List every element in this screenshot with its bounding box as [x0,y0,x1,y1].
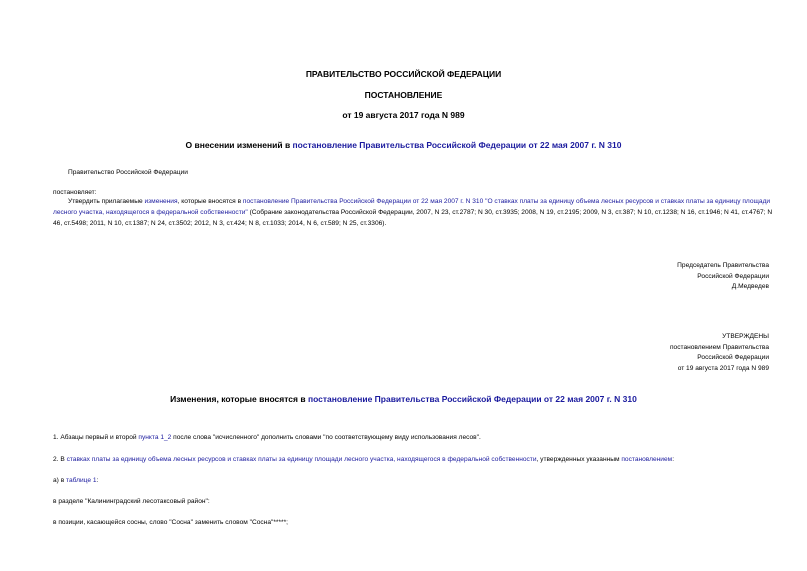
item-1-text-a: 1. Абзацы первый и второй [53,434,139,441]
p1-link-decree[interactable]: постановление Правительства Российской Федерации от 22 мая 2007 г. N 310 "О ставках платы за единицу объема лесных ресурсов и ставках платы за единицу площади лесного участка, находящегося в федеральной собственности" [53,198,771,216]
title-prefix: О внесении изменений в [185,140,293,150]
item-2-link-rates[interactable]: ставках платы за единицу объема лесных ресурсов и ставках платы за единицу площади лесного участка, находящегося в федеральной собственности [66,456,537,463]
p1-link-changes[interactable]: изменения [144,198,178,205]
government-heading: ПРАВИТЕЛЬСТВО РОССИЙСКОЙ ФЕДЕРАЦИИ [305,69,502,79]
document-title [0,140,807,150]
item-1-text-b: после слова "исчисленного" дополнить словами "по соответствующему виду использования лесов". [171,434,481,441]
item-a [53,477,98,484]
item-2-link-decree[interactable]: постановлением [621,456,673,463]
item-a-text-a: а) в [53,477,67,484]
item-1 [53,434,481,441]
signature-org: Российской Федерации [697,273,769,280]
item-section: в разделе "Калининградский лесотаксовый район": [53,498,210,505]
item-a-text-b: : [96,477,99,484]
changes-title [0,394,807,404]
item-2-text-c: : [672,456,675,463]
approved-org: Российской Федерации [697,354,769,361]
changes-title-prefix: Изменения, которые вносятся в [170,394,308,404]
signature-name: Д.Медведев [731,283,769,290]
item-a-link-table[interactable]: таблице 1 [66,477,97,484]
title-link[interactable]: постановление Правительства Российской Федерации от 22 мая 2007 г. N 310 [292,140,622,150]
decrees-line: постановляет: [53,189,97,196]
p1-text-c: (Собрание законодательства Российской Федерации, 2007, N 23, ст.2787; N 30, ст.3935; 2008, N 19, ст.2195; 2009, N 3, ст.387; N 10, ст.1238; N 16, ст.1946; N 41, ст.4767; N 46, ст.5498; 2011, N 10, ст.1387; N 24, ст.3502; 2012, N 3, ст.424; N 8, ст.1033; 2014, N 6, ст.589; N 25, ст.3306). [53,209,773,227]
paragraph-1 [53,196,773,229]
document-date: от 19 августа 2017 года N 989 [342,110,465,120]
changes-title-link[interactable]: постановление Правительства Российской Федерации от 22 мая 2007 г. N 310 [307,394,637,404]
government-line: Правительство Российской Федерации [68,169,188,176]
item-2-text-a: 2. В [53,456,67,463]
document-type: ПОСТАНОВЛЕНИЕ [364,90,443,100]
item-2 [53,456,674,463]
signature-title: Председатель Правительства [677,262,769,269]
item-1-link[interactable]: пункта 1_2 [138,434,172,441]
approved-date: от 19 августа 2017 года N 989 [677,365,769,372]
approved-label: УТВЕРЖДЕНЫ [722,333,769,340]
approved-by: постановлением Правительства [669,344,769,351]
p1-text-a: Утвердить прилагаемые [68,198,145,205]
item-2-text-b: , утвержденных указанным [536,456,622,463]
item-position: в позиции, касающейся сосны, слово "Сосна" заменить словом "Сосна"*****; [53,519,288,526]
p1-text-b: , которые вносятся в [177,198,243,205]
